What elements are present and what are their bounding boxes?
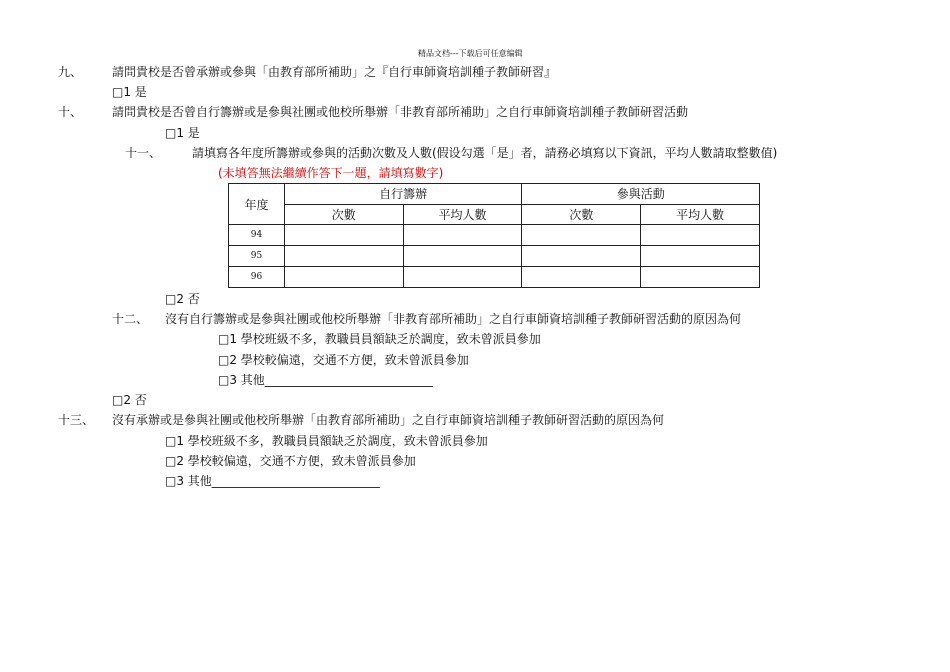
q13-option-1[interactable]: □1 學校班級不多，教職員員額缺乏於調度，致未曾派員參加 xyxy=(165,434,488,448)
q12-number: 十二、 xyxy=(112,312,149,326)
q9-option-no[interactable]: □2 否 xyxy=(112,393,147,407)
input-cell[interactable] xyxy=(403,267,522,288)
input-cell[interactable] xyxy=(284,267,403,288)
input-cell[interactable] xyxy=(641,225,760,246)
table-row xyxy=(229,246,760,267)
q11-text: 請填寫各年度所籌辦或參與的活動次數及人數(假设勾選「是」者，請務必填寫以下資訊，平均人數請取整數值) xyxy=(192,146,778,160)
input-cell[interactable] xyxy=(403,246,522,267)
q13-text: 沒有承辦或是參與社團或他校所舉辦「由教育部所補助」之自行車師資培訓種子教師研習活動的原因為何 xyxy=(112,413,665,427)
input-cell[interactable] xyxy=(641,246,760,267)
q12-text: 沒有自行籌辦或是參與社團或他校所舉辦「非教育部所補助」之自行車師資培訓種子教師研習活動的原因為何 xyxy=(165,312,742,326)
subheader-avg: 平均人數 xyxy=(403,204,522,225)
activity-table xyxy=(228,183,760,288)
table-row xyxy=(229,225,760,246)
subheader-avg: 平均人數 xyxy=(641,204,760,225)
input-cell[interactable] xyxy=(284,225,403,246)
input-cell[interactable] xyxy=(522,246,641,267)
q13-option-2[interactable]: □2 學校較偏遠，交通不方便，致未曾派員參加 xyxy=(165,454,416,468)
header-self-organized: 自行籌辦 xyxy=(284,184,522,205)
table-header-row xyxy=(229,184,760,205)
input-cell[interactable] xyxy=(522,225,641,246)
q10-text: 請問貴校是否曾自行籌辦或是參與社團或他校所舉辦「非教育部所補助」之自行車師資培訓種子教師研習活動 xyxy=(112,105,689,119)
table-subheader-row xyxy=(229,204,760,225)
q13-option-3[interactable]: □3 其他____________________________ xyxy=(165,474,380,488)
q10-option-yes[interactable]: □1 是 xyxy=(165,126,200,140)
q10-number: 十、 xyxy=(58,105,83,119)
year-cell: 96 xyxy=(229,267,285,288)
input-cell[interactable] xyxy=(284,246,403,267)
subheader-count: 次數 xyxy=(284,204,403,225)
input-cell[interactable] xyxy=(403,225,522,246)
q12-option-1[interactable]: □1 學校班級不多，教職員員額缺乏於調度，致未曾派員參加 xyxy=(218,332,541,346)
q10-option-no[interactable]: □2 否 xyxy=(165,292,200,306)
q9-number: 九、 xyxy=(58,65,83,79)
q9-text: 請問貴校是否曾承辦或參與「由教育部所補助」之『自行車師資培訓種子教師研習』 xyxy=(112,65,557,79)
table-row xyxy=(229,267,760,288)
year-cell: 95 xyxy=(229,246,285,267)
q11-number: 十一、 xyxy=(125,146,162,160)
q12-option-2[interactable]: □2 學校較偏遠，交通不方便，致未曾派員參加 xyxy=(218,353,469,367)
year-cell: 94 xyxy=(229,225,285,246)
header-year: 年度 xyxy=(229,184,285,225)
header-participated: 參與活動 xyxy=(522,184,760,205)
input-cell[interactable] xyxy=(522,267,641,288)
page-header: 精品文档---下载后可任意编辑 xyxy=(418,49,523,58)
q9-option-yes[interactable]: □1 是 xyxy=(112,85,147,99)
subheader-count: 次數 xyxy=(522,204,641,225)
input-cell[interactable] xyxy=(641,267,760,288)
q12-option-3[interactable]: □3 其他____________________________ xyxy=(218,373,433,387)
q11-note: (未填答無法繼續作答下一題，請填寫數字) xyxy=(218,166,444,180)
q13-number: 十三、 xyxy=(58,413,95,427)
